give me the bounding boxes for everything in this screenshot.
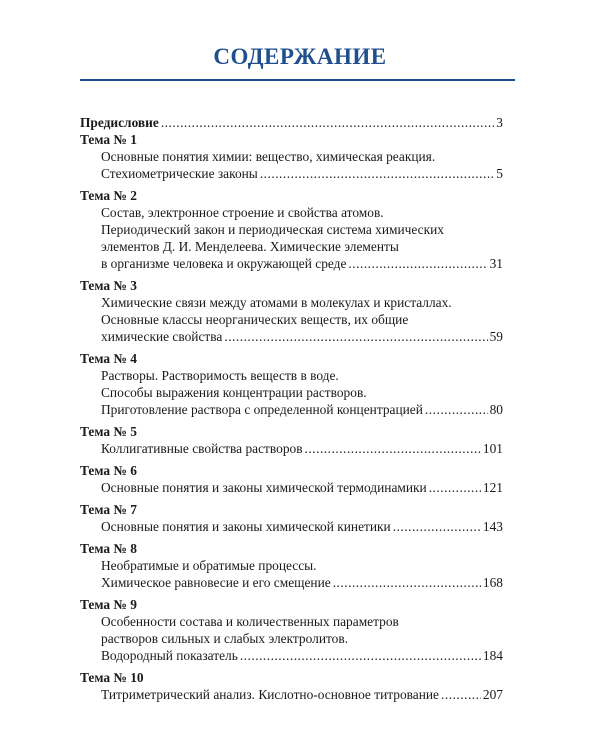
toc-entry-preface[interactable] [80,114,503,131]
toc-entry-topic-8[interactable] [80,540,503,591]
topic-title-line: элементов Д. И. Менделеева. Химические элементы [101,239,399,254]
preface-label: Предисловие [80,115,159,130]
topic-title-text: Стехиометрические законы [101,166,258,181]
page-number: 80 [489,402,503,417]
page-number: 5 [496,166,503,181]
topic-title-text: Водородный показатель [101,648,238,663]
dot-leader [429,479,481,496]
topic-title-line: Основные классы неорганических веществ, их общие [101,312,409,327]
page-number: 121 [482,480,503,495]
topic-title-text: химические свойства [101,329,223,344]
dot-leader [348,255,487,272]
topic-title-last-line [80,401,503,418]
topic-heading: Тема № 4 [80,351,137,366]
topic-heading: Тема № 1 [80,132,137,147]
page-title: СОДЕРЖАНИЕ [213,44,387,69]
dot-leader [224,328,487,345]
topic-title-line: Способы выражения концентрации растворов. [101,385,367,400]
toc-entry-topic-6[interactable] [80,462,503,496]
topic-title-line: Особенности состава и количественных параметров [101,614,399,629]
topic-title-last-line [80,255,503,272]
topic-title-line: Химические связи между атомами в молекулах и кристаллах. [101,295,452,310]
topic-heading: Тема № 3 [80,278,137,293]
topic-title-last-line [80,574,503,591]
topic-title-text: в организме человека и окружающей среде [101,256,347,271]
topic-heading: Тема № 2 [80,188,137,203]
toc-entry-topic-7[interactable] [80,501,503,535]
dot-leader [260,165,494,182]
topic-heading: Тема № 7 [80,502,137,517]
topic-title-last-line [80,440,503,457]
topic-title-text: Коллигативные свойства растворов [101,441,303,456]
topic-title-last-line [80,328,503,345]
preface-page-number: 3 [496,115,503,130]
toc-entry-topic-1[interactable] [80,131,503,182]
topic-heading: Тема № 6 [80,463,137,478]
dot-leader [425,401,488,418]
page-number: 184 [482,648,503,663]
page-number: 143 [482,519,503,534]
toc-entry-topic-5[interactable] [80,423,503,457]
topic-title-last-line [80,479,503,496]
toc-entry-topic-10[interactable] [80,669,503,703]
dot-leader [305,440,481,457]
page-number: 31 [489,256,503,271]
topic-title-text: Титриметрический анализ. Кислотно-основное титрование [101,687,440,702]
dot-leader [441,686,481,703]
dot-leader [333,574,481,591]
page-number: 168 [482,575,503,590]
topic-title-line: растворов сильных и слабых электролитов. [101,631,349,646]
topic-title-last-line [80,647,503,664]
topics-list [80,131,503,703]
topic-title-text: Химическое равновесие и его смещение [101,575,331,590]
topic-title-line: Необратимые и обратимые процессы. [101,558,317,573]
toc-entry-topic-2[interactable] [80,187,503,272]
topic-title-text: Основные понятия и законы химической термодинамики [101,480,427,495]
topic-title-line: Основные понятия химии: вещество, химическая реакция. [101,149,436,164]
dot-leader [161,114,494,131]
page-number: 59 [489,329,503,344]
toc-entry-topic-4[interactable] [80,350,503,418]
dot-leader [393,518,481,535]
topic-heading: Тема № 8 [80,541,137,556]
dot-leader [240,647,481,664]
topic-heading: Тема № 10 [80,670,144,685]
topic-title-last-line [80,686,503,703]
title-underline [80,79,515,81]
topic-title-line: Растворы. Растворимость веществ в воде. [101,368,339,383]
topic-title-text: Основные понятия и законы химической кинетики [101,519,391,534]
topic-title-text: Приготовление раствора с определенной концентрацией [101,402,423,417]
topic-title-line: Периодический закон и периодическая система химических [101,222,444,237]
topic-title-last-line [80,518,503,535]
topic-heading: Тема № 9 [80,597,137,612]
page-number: 101 [482,441,503,456]
table-of-contents [80,114,503,703]
topic-title-last-line [80,165,503,182]
page-number: 207 [482,687,503,702]
topic-title-line: Состав, электронное строение и свойства атомов. [101,205,384,220]
toc-line-preface [80,114,503,131]
toc-entry-topic-9[interactable] [80,596,503,664]
toc-entry-topic-3[interactable] [80,277,503,345]
topic-heading: Тема № 5 [80,424,137,439]
